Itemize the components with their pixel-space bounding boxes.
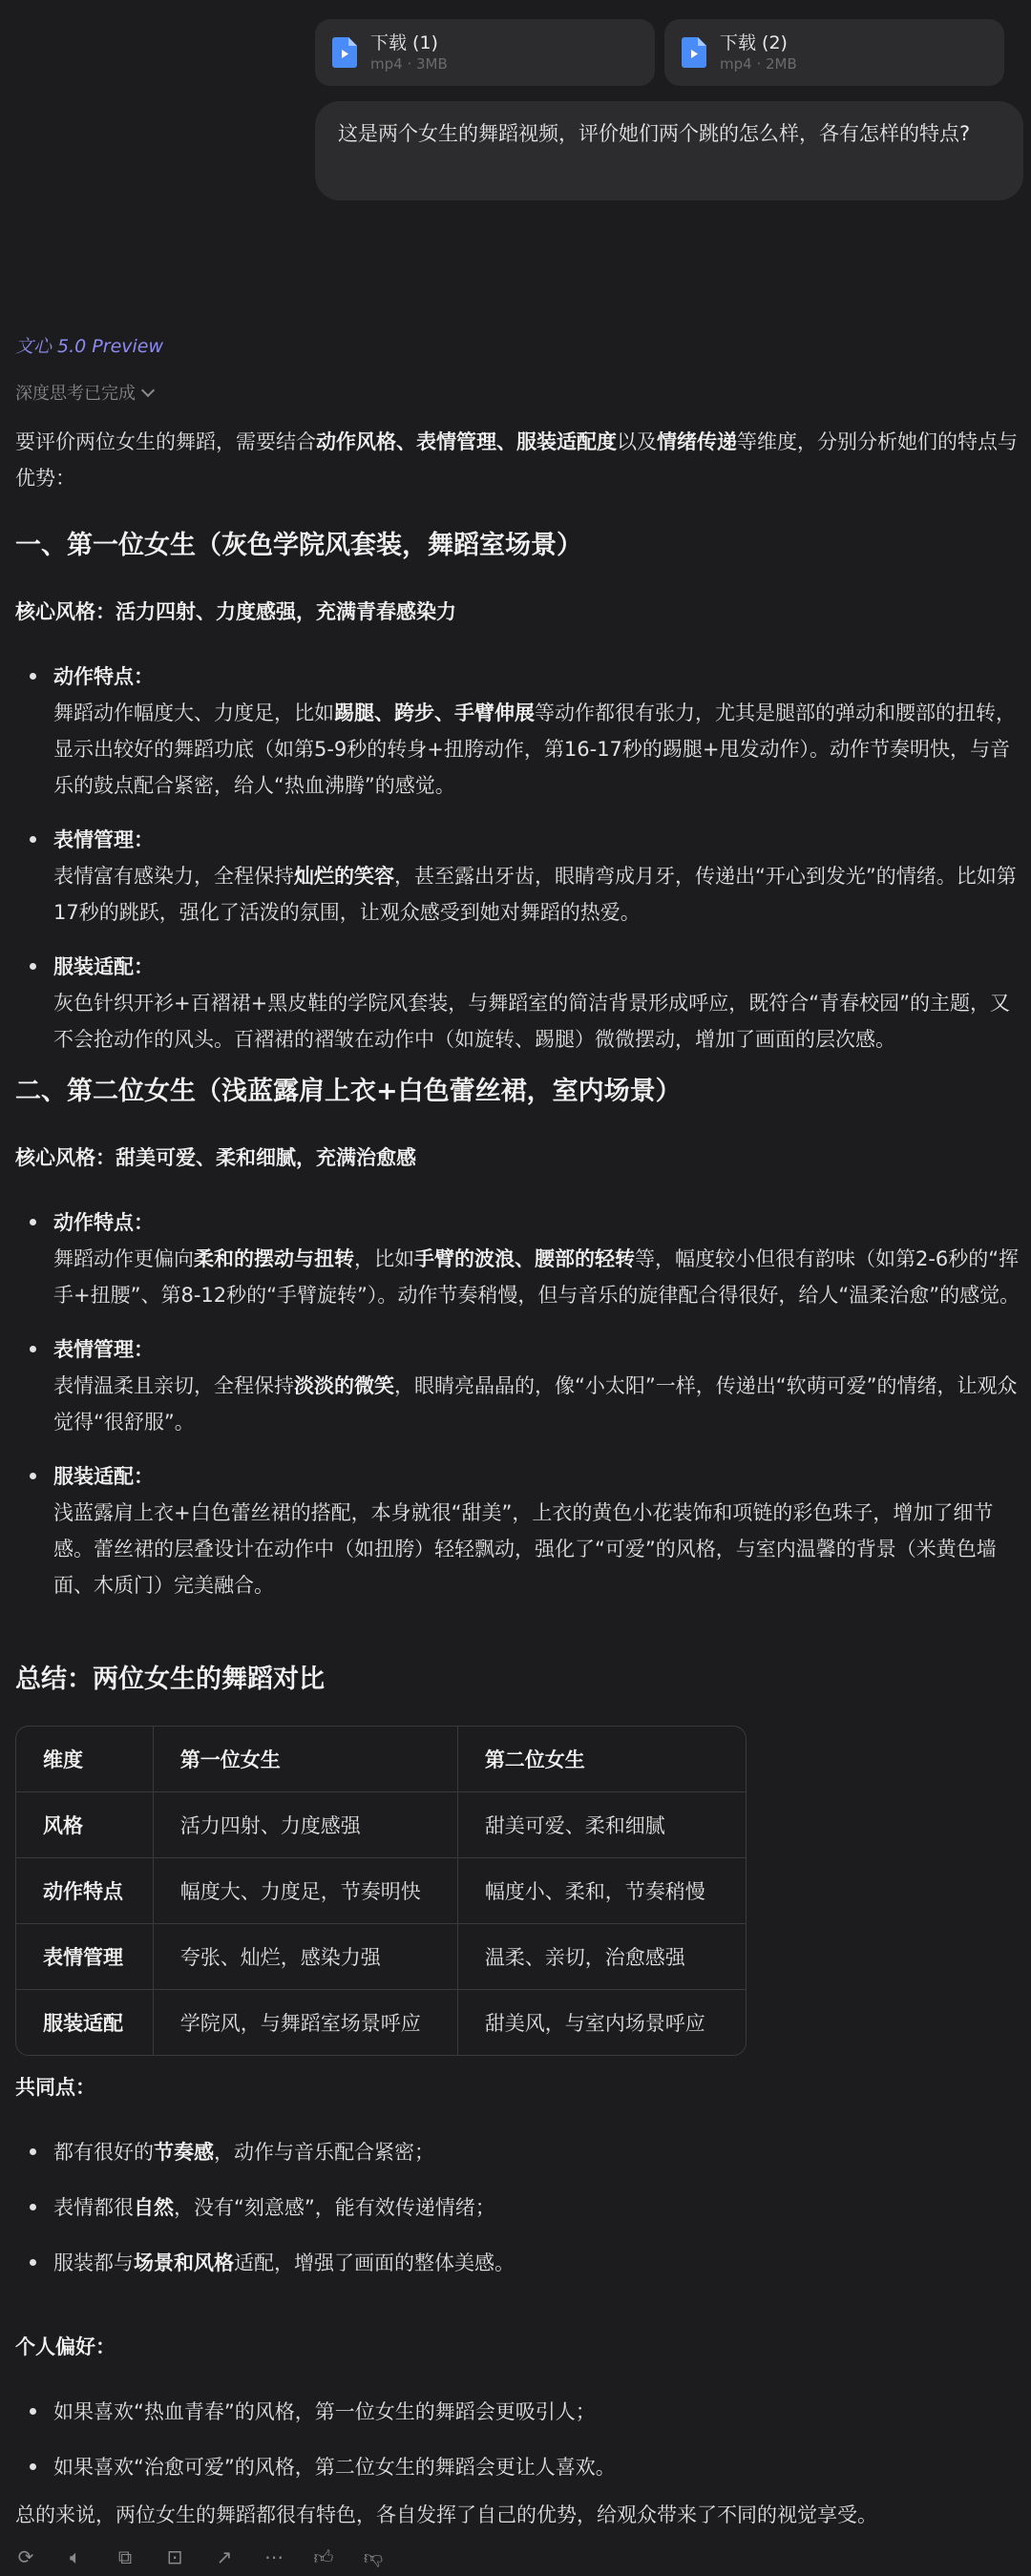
- table-cell: 服装适配: [16, 1990, 154, 2055]
- table-cell: 甜美风，与室内场景呼应: [484, 2012, 705, 2035]
- table-cell: 动作特点: [16, 1858, 154, 1924]
- list-item: 服装都与场景和风格适配，增强了画面的整体美感。: [15, 2245, 1023, 2281]
- model-name: 文心 5.0 Preview: [15, 336, 164, 357]
- table-cell: 温柔、亲切，治愈感强: [458, 1924, 746, 1990]
- core-style-2: 核心风格：甜美可爱、柔和细腻，充满治愈感: [15, 1146, 416, 1169]
- table-cell: 表情管理: [16, 1924, 154, 1990]
- list-item: 服装适配： 灰色针织开衫+百褶裙+黑皮鞋的学院风套装，与舞蹈室的简洁背景形成呼应，既符合“青春校园”的主题，又不会抢动作的风头。百褶裙的褶皱在动作中（如旋转、踢腿）微微摆动，增加了画面的层次感。: [15, 949, 1023, 1058]
- thumbs-down-icon[interactable]: 👎︎: [363, 2545, 384, 2568]
- message-actions: [15, 2546, 384, 2567]
- core-style-1: 核心风格：活力四射、力度感强，充满青春感染力: [15, 600, 456, 623]
- file-name: 下载 (1): [370, 32, 438, 53]
- section-2-list: [15, 1204, 1023, 1603]
- item-label: 服装适配：: [53, 1465, 154, 1488]
- table-cell: 夸张、灿烂，感染力强: [154, 1924, 458, 1990]
- file-meta: mp4 · 3MB: [370, 55, 448, 73]
- table-header-cell: 第一位女生: [154, 1727, 458, 1792]
- conclusion-paragraph: 总的来说，两位女生的舞蹈都很有特色，各自发挥了自己的优势，给观众带来了不同的视觉享受。: [15, 2503, 877, 2526]
- file-card-1[interactable]: [315, 19, 655, 86]
- speaker-icon[interactable]: 🔈︎: [70, 2545, 81, 2568]
- intro-paragraph: 要评价两位女生的舞蹈，需要结合动作风格、表情管理、服装适配度以及情绪传递等维度，分别分析她们的特点与优势：: [15, 430, 1018, 490]
- share-icon[interactable]: ↗: [216, 2545, 233, 2568]
- preference-list: [15, 2394, 1023, 2485]
- list-item: 表情管理： 表情温柔且亲切，全程保持淡淡的微笑，眼睛亮晶晶的，像“小太阳”一样，传递出“软萌可爱”的情绪，让观众觉得“很舒服”。: [15, 1331, 1023, 1440]
- file-card-2[interactable]: [664, 19, 1004, 86]
- attachments: [315, 19, 1004, 86]
- thinking-toggle[interactable]: [15, 380, 153, 405]
- video-file-icon: [332, 37, 357, 68]
- table-row: [16, 1924, 746, 1990]
- chevron-down-icon: [141, 384, 155, 397]
- item-label: 动作特点：: [53, 665, 154, 688]
- table-cell: 活力四射、力度感强: [154, 1792, 458, 1858]
- table-cell: 甜美可爱、柔和细腻: [458, 1792, 746, 1858]
- item-label: 动作特点：: [53, 1211, 154, 1234]
- preference-label: 个人偏好：: [15, 2335, 116, 2358]
- comparison-table: [15, 1726, 747, 2056]
- list-item: 如果喜欢“热血青春”的风格，第一位女生的舞蹈会更吸引人；: [15, 2394, 1023, 2430]
- regenerate-icon[interactable]: ⟳: [17, 2545, 34, 2568]
- section-1-list: [15, 659, 1023, 1058]
- table-cell: 学院风，与舞蹈室场景呼应: [154, 1990, 458, 2055]
- copy-icon[interactable]: ⧉: [117, 2545, 133, 2568]
- section-heading-1: 一、第一位女生（灰色学院风套装，舞蹈室场景）: [15, 531, 582, 560]
- more-icon[interactable]: ⋯: [264, 2545, 284, 2568]
- item-label: 服装适配：: [53, 955, 154, 978]
- table-cell: 幅度大、力度足，节奏明快: [154, 1858, 458, 1924]
- list-item: 都有很好的节奏感，动作与音乐配合紧密；: [15, 2134, 1023, 2170]
- item-label: 表情管理：: [53, 828, 154, 851]
- section-heading-2: 二、第二位女生（浅蓝露肩上衣+白色蕾丝裙，室内场景）: [15, 1077, 682, 1106]
- video-file-icon: [682, 37, 706, 68]
- list-item: 服装适配： 浅蓝露肩上衣+白色蕾丝裙的搭配，本身就很“甜美”，上衣的黄色小花装饰和项链的彩色珠子，增加了细节感。蕾丝裙的层叠设计在动作中（如扭胯）轻轻飘动，强化了“可爱”的风格，与室内温馨的背景（米黄色墙面、木质门）完美融合。: [15, 1458, 1023, 1603]
- thinking-status: 深度思考已完成: [15, 384, 136, 404]
- table-cell: 幅度小、柔和，节奏稍慢: [458, 1858, 746, 1924]
- list-item: 表情都很自然，没有“刻意感”，能有效传递情绪；: [15, 2189, 1023, 2226]
- list-item: 动作特点： 舞蹈动作更偏向柔和的摆动与扭转，比如手臂的波浪、腰部的轻转等，幅度较小但很有韵味（如第2-6秒的“挥手+扭腰”、第8-12秒的“手臂旋转”）。动作节奏稍慢，但与音乐的旋律配合得很好，给人“温柔治愈”的感觉。: [15, 1204, 1023, 1313]
- user-message-bubble: 这是两个女生的舞蹈视频，评价她们两个跳的怎么样，各有怎样的特点?: [315, 101, 1023, 200]
- common-list: [15, 2134, 1023, 2281]
- table-header-cell: 第二位女生: [458, 1727, 746, 1792]
- table-row: [16, 1792, 746, 1858]
- file-name: 下载 (2): [720, 32, 788, 53]
- list-item: 动作特点： 舞蹈动作幅度大、力度足，比如踢腿、跨步、手臂伸展等动作都很有张力，尤其是腿部的弹动和腰部的扭转，显示出较好的舞蹈功底（如第5-9秒的转身+扭胯动作，第16-17秒的踢腿+甩发动作）。动作节奏明快，与音乐的鼓点配合紧密，给人“热血沸腾”的感觉。: [15, 659, 1023, 804]
- thumbs-up-icon[interactable]: 👍︎: [313, 2545, 334, 2568]
- common-label: 共同点：: [15, 2076, 95, 2099]
- file-meta: mp4 · 2MB: [720, 55, 797, 73]
- summary-heading: 总结：两位女生的舞蹈对比: [15, 1665, 325, 1694]
- bookmark-icon[interactable]: ⊡: [166, 2545, 183, 2568]
- table-row: [16, 1990, 746, 2055]
- list-item: 如果喜欢“治愈可爱”的风格，第二位女生的舞蹈会更让人喜欢。: [15, 2449, 1023, 2485]
- item-label: 表情管理：: [53, 1338, 154, 1361]
- table-row: [16, 1858, 746, 1924]
- table-header-row: [16, 1727, 746, 1792]
- list-item: 表情管理： 表情富有感染力，全程保持灿烂的笑容，甚至露出牙齿，眼睛弯成月牙，传递出“开心到发光”的情绪。比如第17秒的跳跃，强化了活泼的氛围，让观众感受到她对舞蹈的热爱。: [15, 822, 1023, 931]
- table-cell: 风格: [16, 1792, 154, 1858]
- table-header-cell: 维度: [16, 1727, 154, 1792]
